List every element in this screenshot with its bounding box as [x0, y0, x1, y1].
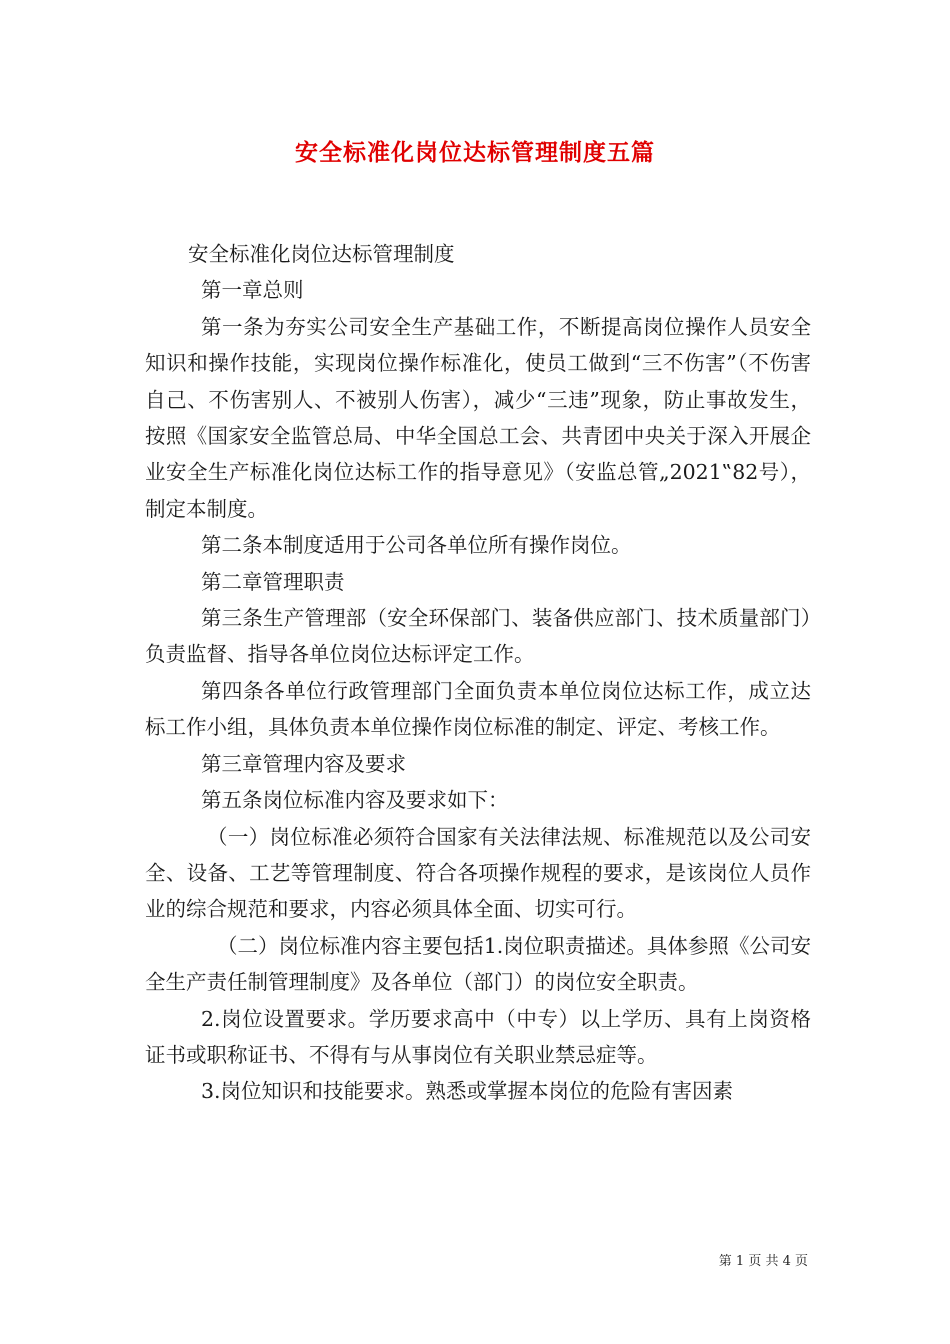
paragraph-chapter-2: 第二章管理职责	[201, 569, 345, 594]
document-title: 安全标准化岗位达标管理制度五篇	[295, 139, 655, 166]
paragraph-item-1: （一）岗位标准必须符合国家有关法律法规、标准规范以及公司安全、设备、工艺等管理制度、符合各项操作规程的要求，是该岗位人员作业的综合规范和要求，内容必须具体全面、切实可行。	[145, 824, 811, 922]
paragraph-article-1: 第一条为夯实公司安全生产基础工作，不断提高岗位操作人员安全知识和操作技能，实现岗位操作标准化，使员工做到“三不伤害”（不伤害自己、不伤害别人、不被别人伤害），减少“三违”现象，防止事故发生，按照《国家安全监管总局、中华全国总工会、共青团中央关于深入开展企业安全生产标准化岗位达标工作的指导意见》（安监总管„2021‟82号），制定本制度。	[145, 314, 811, 521]
paragraph-article-3: 第三条生产管理部（安全环保部门、装备供应部门、技术质量部门）负责监督、指导各单位岗位达标评定工作。	[145, 606, 811, 667]
paragraph-item-2-3: 3.岗位知识和技能要求。熟悉或掌握本岗位的危险有害因素	[201, 1079, 734, 1104]
document-body	[145, 236, 811, 1110]
paragraph-subtitle: 安全标准化岗位达标管理制度	[188, 242, 455, 266]
paragraph-chapter-1: 第一章总则	[201, 278, 304, 303]
page-number: 第 1 页 共 4 页	[718, 1254, 808, 1269]
paragraph-item-2: （二）岗位标准内容主要包括1.岗位职责描述。具体参照《公司安全生产责任制管理制度》及各单位（部门）的岗位安全职责。	[145, 933, 811, 995]
paragraph-item-2-2: 2.岗位设置要求。学历要求高中（中专）以上学历、具有上岗资格证书或职称证书、不得有与从事岗位有关职业禁忌症等。	[145, 1006, 811, 1067]
paragraph-article-2: 第二条本制度适用于公司各单位所有操作岗位。	[201, 533, 632, 558]
paragraph-chapter-3: 第三章管理内容及要求	[201, 751, 406, 776]
paragraph-article-4: 第四条各单位行政管理部门全面负责本单位岗位达标工作，成立达标工作小组，具体负责本单位操作岗位标准的制定、评定、考核工作。	[145, 678, 811, 740]
paragraph-article-5: 第五条岗位标准内容及要求如下：	[201, 788, 509, 813]
